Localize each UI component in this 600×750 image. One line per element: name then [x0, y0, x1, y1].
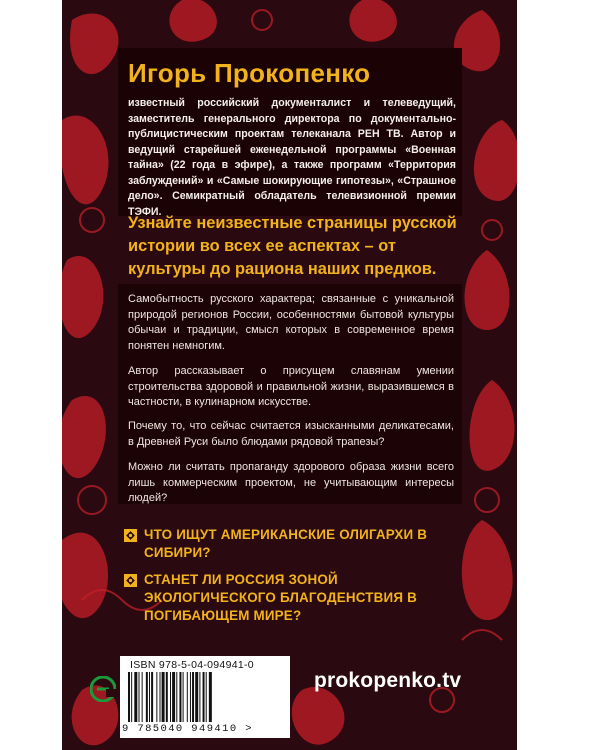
barcode-bar [179, 672, 181, 722]
barcode-bar [195, 672, 198, 722]
publisher-logo-icon [90, 676, 116, 702]
description-paragraph: Почему то, что сейчас считается изысканными деликатесами, в Древней Руси было блюдами рядовой трапезы? [128, 420, 454, 448]
author-panel [118, 48, 462, 216]
barcode-bar [128, 672, 130, 722]
barcode-bar [190, 672, 191, 722]
barcode-bar [187, 672, 188, 722]
author-bio: известный российский документалист и телеведущий, заместитель генерального директора по документально-публицистическим проектам телеканала РЕН ТВ. Автор и ведущий старейшей еженедельной программы «Военная тайна» (22 года в эфире), а также программ «Территория заблуждений» и «Самые шокирующие гипотезы», «Страшное дело». Семикратный обладатель телевизионной премии ТЭФИ. [128, 97, 456, 218]
barcode-bar [162, 672, 165, 722]
barcode-bar [206, 672, 207, 722]
question-text: СТАНЕТ ЛИ РОССИЯ ЗОНОЙ ЭКОЛОГИЧЕСКОГО БЛАГОДЕНСТВИЯ В ПОГИБАЮЩЕМ МИРЕ? [144, 572, 417, 623]
barcode-bar [149, 672, 150, 722]
description-paragraph: Автор рассказывает о присущем славянам умении строительства здоровой и правильной жизни, выразившемся в частности, в кулинарном искусстве. [128, 365, 454, 408]
barcode-bar [146, 672, 148, 722]
description-paragraph: Самобытность русского характера; связанные с уникальной природой регионов России, особенностями бытовой культуры обычаи и традиции, смысл которых в современное время понятен немногим. [128, 293, 454, 352]
barcode-bar [172, 672, 175, 722]
barcode-bar [166, 672, 168, 722]
question-text: ЧТО ИЩУТ АМЕРИКАНСКИЕ ОЛИГАРХИ В СИБИРИ? [144, 527, 428, 560]
bullet-ornament-icon [124, 574, 137, 587]
barcode-bar [183, 672, 184, 722]
bullet-ornament-icon [124, 529, 137, 542]
isbn-text: ISBN 978-5-04-094941-0 [130, 659, 254, 671]
barcode-bar [209, 672, 212, 722]
barcode-bar [160, 672, 161, 722]
barcode-bar [134, 672, 137, 722]
barcode-bar [131, 672, 132, 722]
barcode-bar [139, 672, 140, 722]
lead-text: Узнайте неизвестные страницы русской истории во всех ее аспектах – от культуры до рациона наших предков. [128, 214, 457, 278]
description-paragraph: Можно ли считать пропаганду здорового образа жизни всего лишь коммерческим проектом, не учитывающим интересы людей? [128, 461, 454, 504]
barcode-label [120, 656, 290, 738]
barcode-icon [128, 672, 282, 722]
barcode-bar [156, 672, 157, 722]
barcode-bar [192, 672, 194, 722]
barcode-bar [176, 672, 177, 722]
website-link[interactable]: prokopenko.tv [314, 669, 462, 692]
description-panel [118, 284, 462, 504]
book-back-cover [62, 0, 517, 750]
barcode-bar [199, 672, 200, 722]
barcode-number: 9 785040 949410 > [122, 723, 253, 735]
barcode-bar [151, 672, 153, 722]
barcode-bar [142, 672, 143, 722]
barcode-bar [170, 672, 171, 722]
barcode-bar [203, 672, 205, 722]
author-name: Игорь Прокопенко [128, 58, 371, 88]
